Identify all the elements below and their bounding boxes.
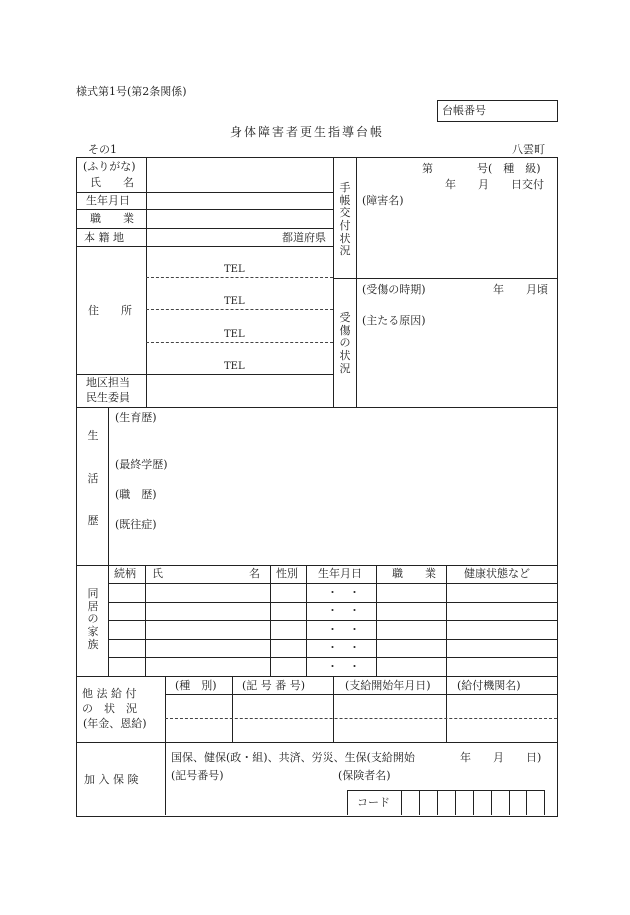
handbook-number-line: 第 号( 種 級) [422,162,541,175]
benefits-header-number: (記 号 番 号) [242,679,306,692]
injury-period-date: 年 月頃 [493,283,548,296]
injury-cause-label: (主たる原因) [362,314,426,327]
ledger-number-label: 台帳番号 [442,104,486,117]
occupation-label: 職 業 [90,212,134,225]
birthdate-label: 生年月日 [86,194,130,207]
benefits-header-agency: (給付機関名) [457,679,521,692]
welfare-commissioner-label-1: 地区担当 [86,376,130,389]
tel-label-1: TEL [224,264,245,275]
benefits-header-start-date: (支給開始年月日) [345,679,431,692]
family-birthdate-dots: ・ ・ [327,623,360,636]
family-header-surname: 氏 [152,567,163,580]
code-label: コード [357,796,390,809]
family-birthdate-dots: ・ ・ [327,586,360,599]
insurance-types-line: 国保、健保(政・組)、共済、労災、生保(支給開始 [171,751,415,764]
ledger-number-box [437,100,558,122]
insurance-start-date: 年 月 日) [460,751,542,764]
tel-label-4: TEL [224,361,245,372]
family-header-given-name: 名 [249,567,260,580]
growth-history-label: (生育歴) [115,411,157,424]
benefits-label-1: 他 法 給 付 [82,687,137,700]
handbook-label: 手 帳 交 付 状 況 [339,181,351,258]
family-header-health: 健康状態など [464,567,530,580]
part-label: その1 [88,143,117,156]
domicile-label: 本 籍 地 [84,231,124,244]
benefits-label-2: の 状 況 [82,702,137,715]
welfare-commissioner-label-2: 民生委員 [86,391,130,404]
family-label: 同 居 の 家 族 [87,587,99,651]
benefits-label-3: (年金、恩給) [83,717,147,730]
family-header-relation: 続柄 [114,567,136,580]
family-birthdate-dots: ・ ・ [327,660,360,673]
address-label: 住 所 [88,304,132,317]
family-birthdate-dots: ・ ・ [327,641,360,654]
career-label: (職 歴) [115,488,157,501]
family-header-occupation: 職 業 [392,567,436,580]
family-header-sex: 性別 [276,567,298,580]
town-label: 八雲町 [512,143,545,156]
benefits-header-type: (種 別) [175,679,217,692]
past-illness-label: (既往症) [115,518,157,531]
style-number: 様式第1号(第2条関係) [76,85,187,98]
insurance-number-label: (記号番号) [171,769,224,782]
education-label: (最終学歴) [115,458,168,471]
insurer-name-label: (保険者名) [338,769,391,782]
handbook-issue-line: 年 月 日交付 [445,178,544,191]
insurance-label: 加 入 保 険 [84,773,139,786]
tel-label-2: TEL [224,296,245,307]
tel-label-3: TEL [224,329,245,340]
family-birthdate-dots: ・ ・ [327,604,360,617]
disability-name-label: (障害名) [362,194,404,207]
injury-period-label: (受傷の時期) [362,283,426,296]
name-label: 氏 名 [90,176,134,189]
furigana-label: (ふりがな) [83,160,136,173]
life-history-label: 生 活 歴 [87,429,99,528]
page-title: 身体障害者更生指導台帳 [230,125,385,139]
prefecture-label: 都道府県 [282,231,326,244]
family-header-birthdate: 生年月日 [318,567,362,580]
injury-label: 受 傷 の 状 況 [339,311,351,375]
